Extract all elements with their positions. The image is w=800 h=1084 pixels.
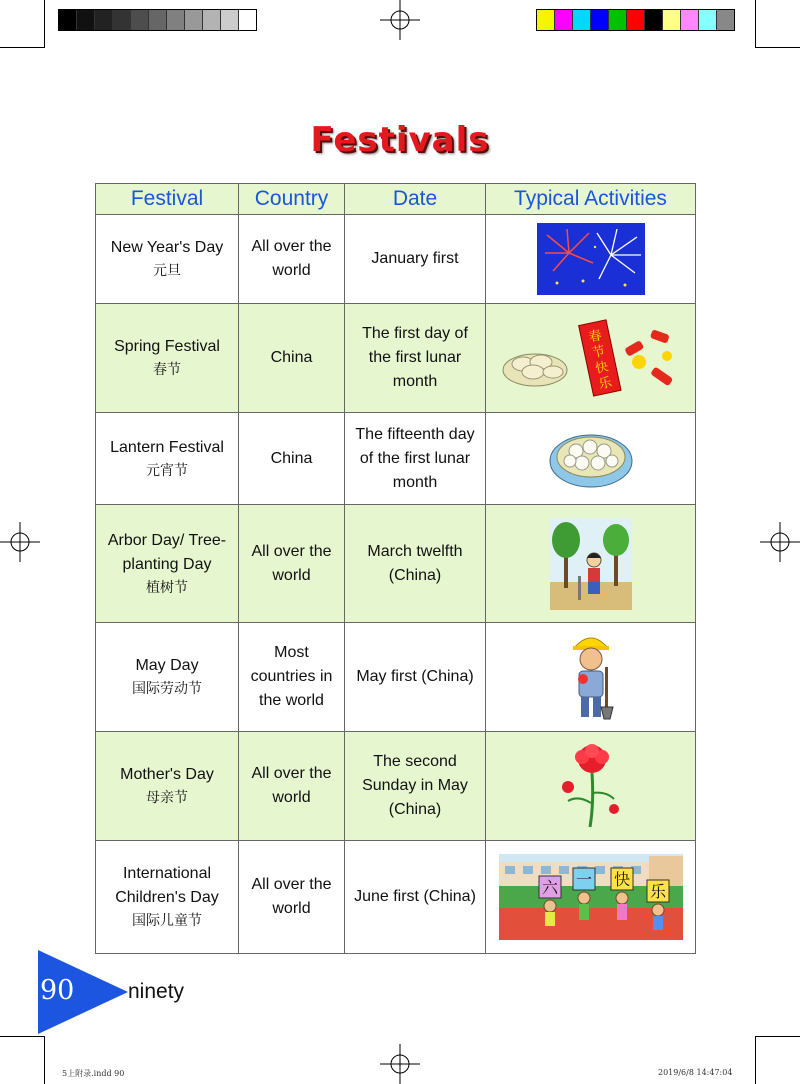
column-header-date: Date (345, 184, 486, 215)
festival-name-cn: 元宵节 (146, 462, 188, 479)
festival-name-cn: 国际劳动节 (132, 681, 202, 697)
activity-cell (486, 413, 696, 505)
festival-cell (96, 215, 239, 304)
color-swatch (95, 10, 113, 30)
registration-mark-icon (760, 522, 800, 562)
sign-char: 快 (613, 870, 630, 889)
fireworks-icon (537, 223, 645, 295)
color-swatch (77, 10, 95, 30)
festival-name: Spring Festival (114, 338, 220, 355)
activity-cell (486, 304, 696, 413)
sign-char: 六 (541, 878, 558, 897)
crop-mark (44, 1036, 45, 1084)
crop-mark (755, 1036, 756, 1084)
country-cell: China (239, 304, 345, 413)
color-swatch (239, 10, 256, 30)
table-row (96, 732, 696, 841)
country-cell: All over the world (239, 215, 345, 304)
date-cell: The fifteenth day of the first lunar month (345, 413, 486, 505)
date-cell: June first (China) (345, 841, 486, 954)
crop-mark (0, 1036, 45, 1037)
date-cell: The second Sunday in May (China) (345, 732, 486, 841)
children-celebrating-icon (499, 854, 683, 940)
crop-mark (0, 47, 45, 48)
festival-cell (96, 505, 239, 623)
festival-name-cn: 母亲节 (146, 790, 188, 806)
festival-name: Arbor Day/ Tree-planting Day (107, 531, 227, 573)
festival-cell (96, 623, 239, 732)
festivals-table (95, 183, 696, 954)
color-swatch (645, 10, 663, 30)
crop-mark (755, 47, 800, 48)
carnation-icon (554, 743, 628, 829)
date-cell: The first day of the first lunar month (345, 304, 486, 413)
color-swatch (699, 10, 717, 30)
gray-color-bar (58, 9, 257, 31)
process-color-bar (536, 9, 735, 31)
page-title: Festivals (310, 120, 490, 160)
color-swatch (663, 10, 681, 30)
activity-cell (486, 732, 696, 841)
festival-name: Lantern Festival (110, 438, 224, 456)
country-cell: Most countries in the world (239, 623, 345, 732)
festival-cell (96, 413, 239, 505)
color-swatch (221, 10, 239, 30)
color-swatch (203, 10, 221, 30)
table-row (96, 215, 696, 304)
table-row (96, 304, 696, 413)
table-row (96, 623, 696, 732)
sign-char: 一 (575, 870, 592, 889)
crop-mark (755, 1036, 800, 1037)
page-number: 90 (40, 975, 75, 1006)
registration-mark-icon (380, 1044, 420, 1084)
couplet-char: 快 (593, 359, 610, 377)
registration-mark-icon (380, 0, 420, 40)
slug-timestamp: 2019/6/8 14:47:04 (658, 1068, 733, 1077)
sign-char: 乐 (649, 882, 666, 901)
country-cell: All over the world (239, 841, 345, 954)
color-swatch (591, 10, 609, 30)
festival-name: May Day (135, 657, 199, 674)
color-swatch (185, 10, 203, 30)
festival-name: International Children's Day (115, 865, 219, 906)
activity-cell (486, 841, 696, 954)
color-swatch (681, 10, 699, 30)
color-swatch (537, 10, 555, 30)
registration-mark-icon (0, 522, 40, 562)
column-header-country: Country (239, 184, 345, 215)
festival-cell (96, 732, 239, 841)
date-cell: January first (345, 215, 486, 304)
table-row (96, 413, 696, 505)
color-swatch (131, 10, 149, 30)
table-row (96, 505, 696, 623)
color-swatch (573, 10, 591, 30)
activity-cell (486, 215, 696, 304)
worker-icon (563, 631, 619, 723)
crop-mark (755, 0, 756, 48)
color-swatch (717, 10, 734, 30)
slug-file: 5上附录.indd 90 (62, 1069, 125, 1078)
column-header-festival: Festival (96, 184, 239, 215)
activity-cell (486, 623, 696, 732)
page-number-word: ninety (128, 980, 185, 1003)
date-cell: May first (China) (345, 623, 486, 732)
color-swatch (113, 10, 131, 30)
column-header-activities: Typical Activities (486, 184, 696, 215)
festival-name-cn: 元旦 (153, 263, 181, 279)
color-swatch (627, 10, 645, 30)
festival-name-cn: 植树节 (146, 579, 188, 596)
color-swatch (609, 10, 627, 30)
color-swatch (149, 10, 167, 30)
country-cell: China (239, 413, 345, 505)
festival-name: Mother's Day (120, 766, 214, 783)
date-cell: March twelfth (China) (345, 505, 486, 623)
couplet-char: 春 (586, 328, 603, 346)
color-swatch (59, 10, 77, 30)
color-swatch (167, 10, 185, 30)
activity-cell (486, 505, 696, 623)
festival-name-cn: 国际儿童节 (132, 913, 202, 929)
country-cell: All over the world (239, 505, 345, 623)
couplet-char: 乐 (596, 375, 613, 393)
festival-name: New Year's Day (110, 239, 224, 256)
tangyuan-bowl-icon (546, 427, 636, 491)
tree-planting-icon (550, 518, 632, 610)
festival-name-cn: 春节 (153, 362, 181, 378)
color-swatch (555, 10, 573, 30)
country-cell: All over the world (239, 732, 345, 841)
table-row (96, 841, 696, 954)
table-header-row (96, 184, 696, 215)
festival-cell (96, 304, 239, 413)
couplet-char: 节 (590, 343, 607, 362)
festival-cell (96, 841, 239, 954)
crop-mark (44, 0, 45, 48)
dumplings-and-firecrackers-icon (501, 314, 681, 402)
